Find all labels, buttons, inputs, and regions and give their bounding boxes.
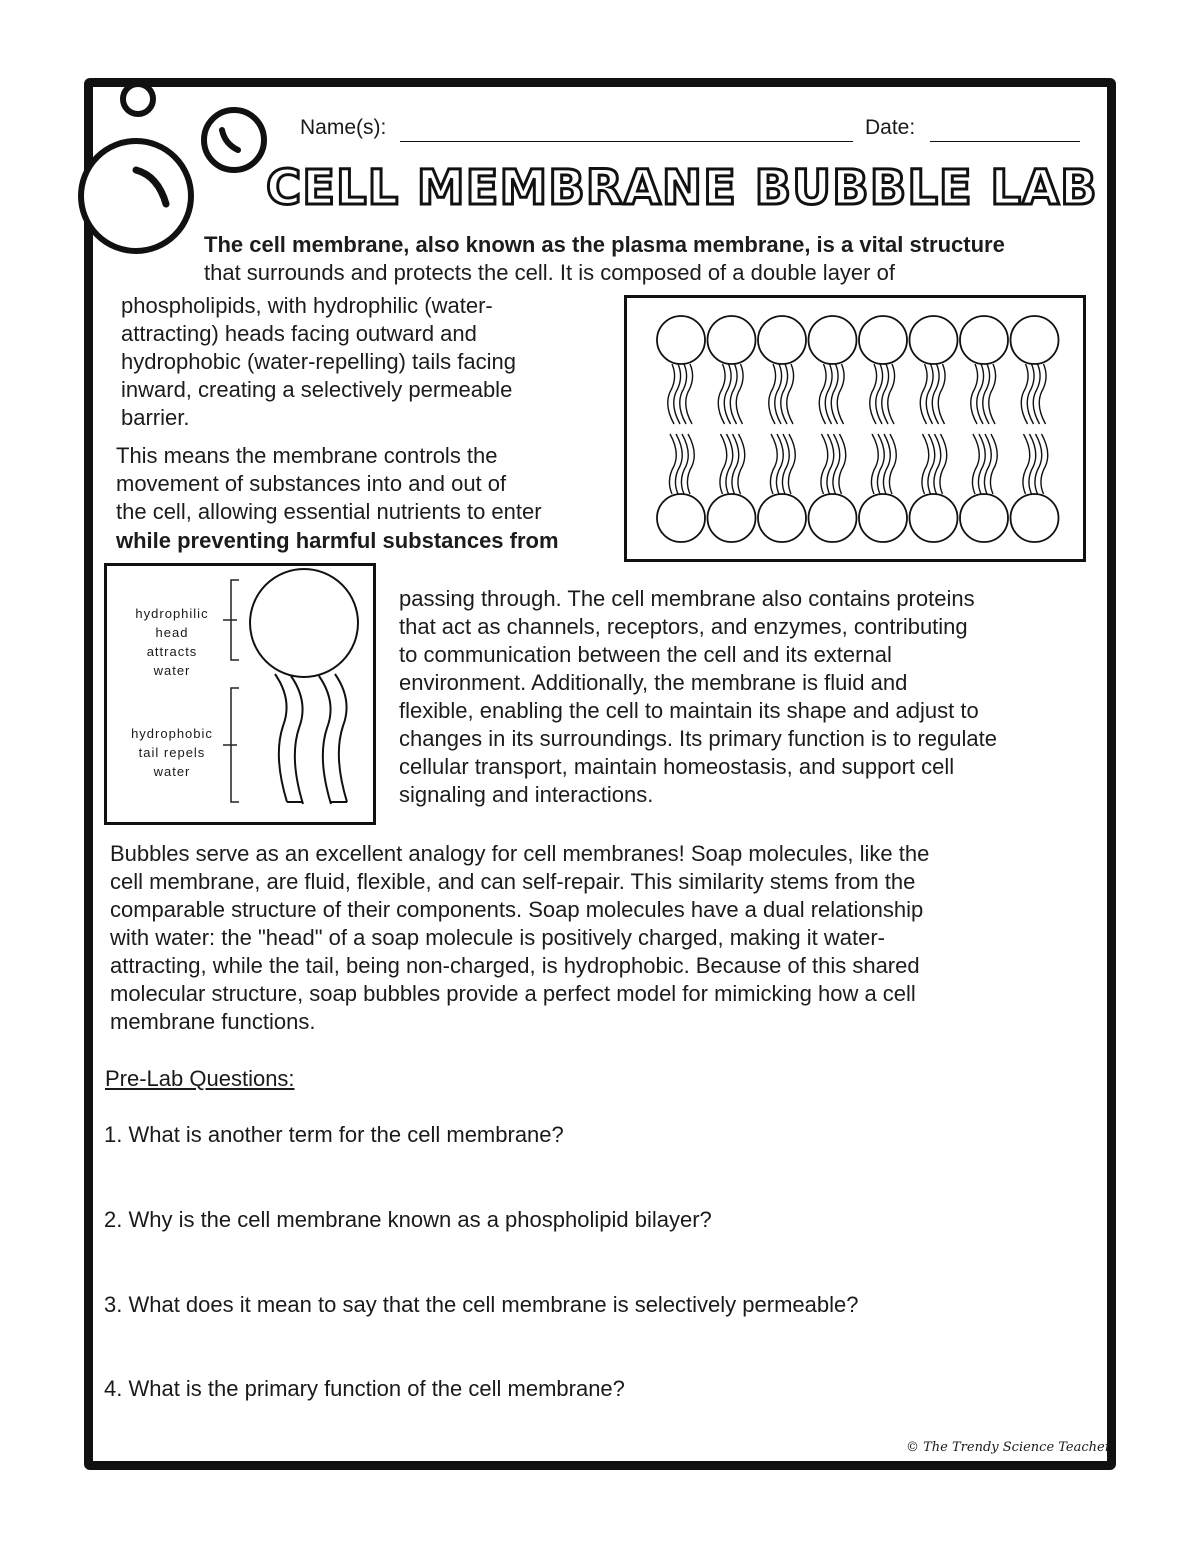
names-field[interactable]	[400, 141, 853, 142]
intro-line-2: that surrounds and protects the cell. It is composed of a double layer of	[204, 260, 895, 285]
para3-line-7: cellular transport, maintain homeostasis, and support cell	[399, 754, 955, 779]
page-title: CELL MEMBRANE BUBBLE LAB	[266, 160, 1098, 216]
para3-line-4: environment. Additionally, the membrane is fluid and	[399, 670, 908, 695]
para4-line-4: with water: the "head" of a soap molecule is positively charged, making it water-	[110, 925, 885, 950]
para3-line-1: passing through. The cell membrane also contains proteins	[399, 586, 975, 611]
para2-line-3: the cell, allowing essential nutrients to enter	[116, 499, 542, 524]
para3-line-8: signaling and interactions.	[399, 782, 654, 807]
para2-line-4: while preventing harmful substances from	[116, 528, 559, 553]
question-4: 4. What is the primary function of the cell membrane?	[104, 1376, 625, 1401]
para4-line-2: cell membrane, are fluid, flexible, and can self-repair. This similarity stems from the	[110, 869, 916, 894]
para2-line-2: movement of substances into and out of	[116, 471, 507, 496]
para2-line-1: This means the membrane controls the	[116, 443, 498, 468]
tail-label: hydrophobic tail repels water	[131, 726, 213, 779]
phospholipid-diagram	[104, 563, 376, 825]
para4-line-6: molecular structure, soap bubbles provide a perfect model for mimicking how a cell	[110, 981, 916, 1006]
question-2: 2. Why is the cell membrane known as a phospholipid bilayer?	[104, 1207, 712, 1232]
intro-line-5: hydrophobic (water-repelling) tails facing	[121, 349, 516, 374]
intro-line-7: barrier.	[121, 405, 190, 430]
date-field[interactable]	[930, 141, 1080, 142]
question-3: 3. What does it mean to say that the cell membrane is selectively permeable?	[104, 1292, 859, 1317]
date-label: Date:	[865, 116, 916, 139]
para4-line-3: comparable structure of their components. Soap molecules have a dual relationship	[110, 897, 924, 922]
question-1: 1. What is another term for the cell membrane?	[104, 1122, 564, 1147]
names-label: Name(s):	[300, 116, 387, 139]
para3-line-2: that act as channels, receptors, and enzymes, contributing	[399, 614, 968, 639]
copyright-text: © The Trendy Science Teacher	[906, 1440, 1111, 1455]
intro-line-1: The cell membrane, also known as the plasma membrane, is a vital structure	[204, 232, 1005, 257]
prelab-title: Pre-Lab Questions:	[105, 1066, 295, 1091]
para3-line-3: to communication between the cell and its external	[399, 642, 892, 667]
para4-line-5: attracting, while the tail, being non-charged, is hydrophobic. Because of this shared	[110, 953, 920, 978]
para3-line-5: flexible, enabling the cell to maintain its shape and adjust to	[399, 698, 979, 723]
header-fields	[300, 112, 1090, 146]
head-label: hydrophilic head attracts water	[135, 606, 209, 678]
para4-line-7: membrane functions.	[110, 1009, 316, 1034]
intro-line-4: attracting) heads facing outward and	[121, 321, 477, 346]
para4-line-1: Bubbles serve as an excellent analogy for cell membranes! Soap molecules, like the	[110, 841, 930, 866]
intro-line-6: inward, creating a selectively permeable	[121, 377, 513, 402]
para3-line-6: changes in its surroundings. Its primary function is to regulate	[399, 726, 997, 751]
phospholipid-bilayer-icon	[627, 298, 1083, 559]
intro-line-3: phospholipids, with hydrophilic (water-	[121, 293, 493, 318]
bilayer-diagram	[624, 295, 1086, 562]
